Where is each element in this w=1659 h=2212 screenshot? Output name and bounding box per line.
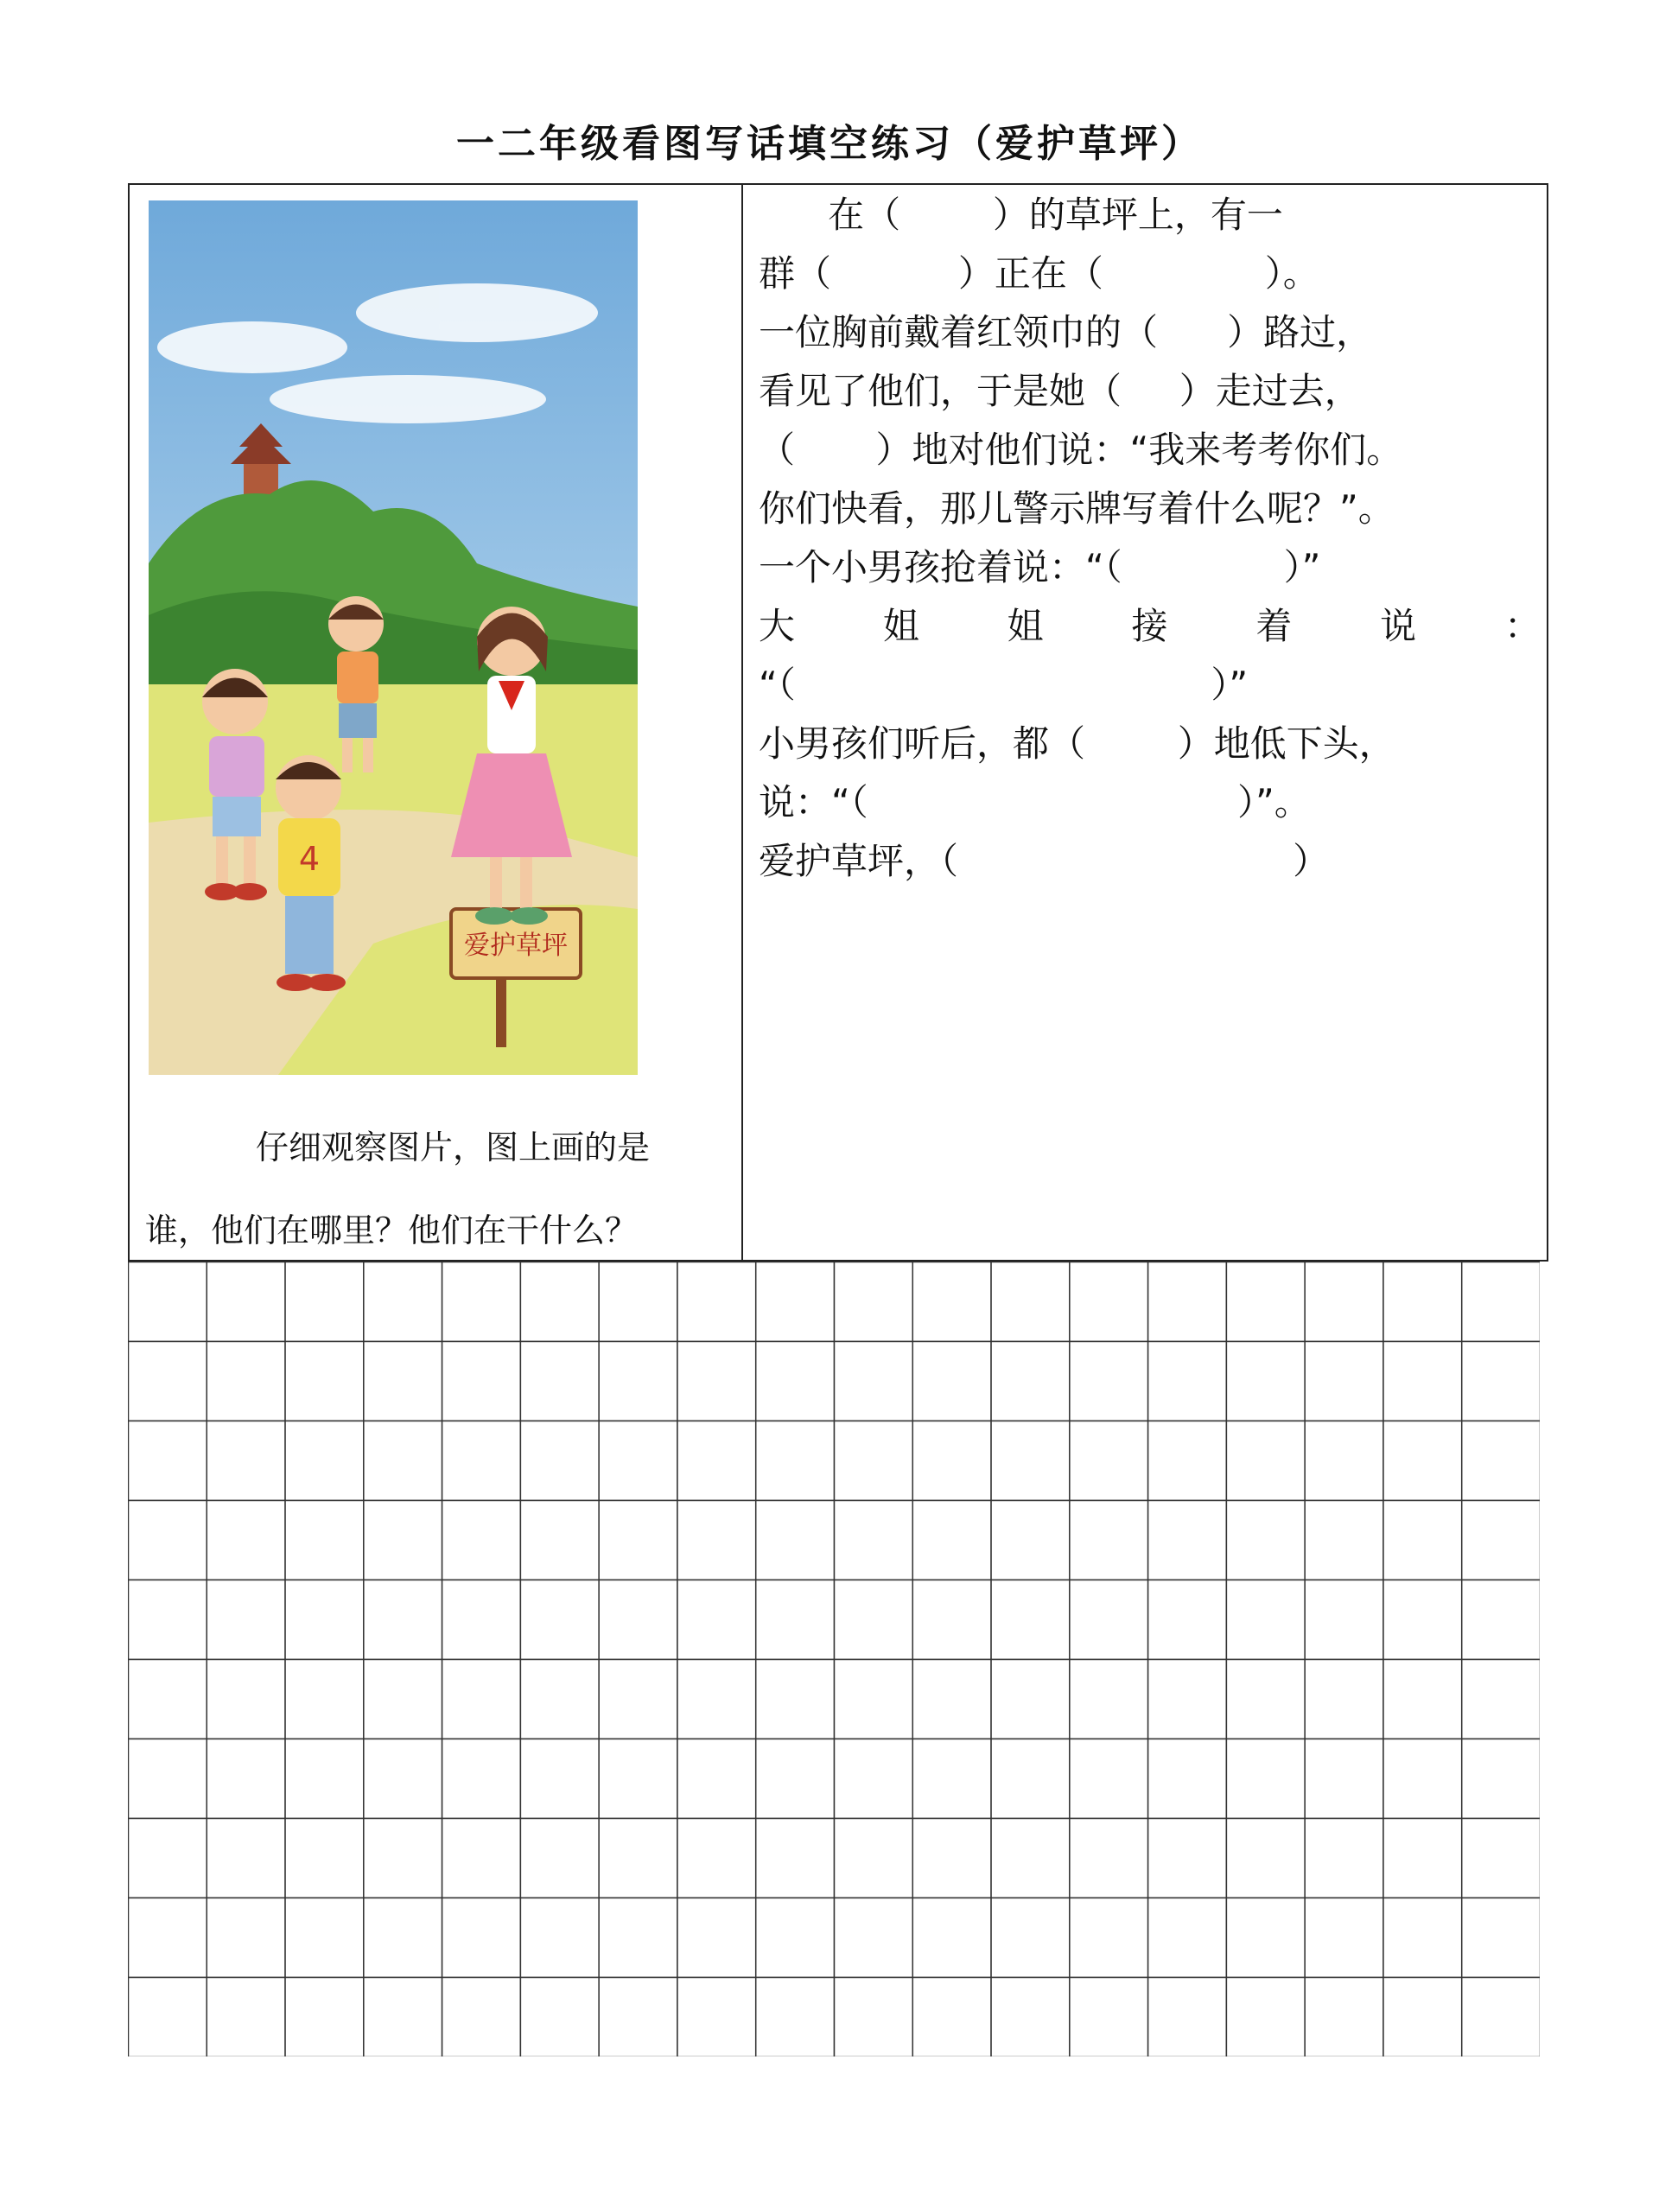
- grid-cell[interactable]: [1383, 1342, 1462, 1421]
- grid-cell[interactable]: [442, 1501, 521, 1580]
- grid-cell[interactable]: [207, 1739, 285, 1819]
- grid-cell[interactable]: [912, 1262, 991, 1342]
- grid-cell[interactable]: [1383, 1421, 1462, 1501]
- grid-cell[interactable]: [1148, 1580, 1227, 1660]
- sign-text: 爱护草坪: [464, 931, 568, 961]
- grid-cell[interactable]: [1305, 1501, 1383, 1580]
- grid-cell[interactable]: [1226, 1819, 1305, 1898]
- grid-cell[interactable]: [756, 1421, 835, 1501]
- grid-cell[interactable]: [364, 1819, 442, 1898]
- grid-cell[interactable]: [1070, 1501, 1148, 1580]
- grid-cell[interactable]: [1383, 1898, 1462, 1978]
- grid-cell[interactable]: [207, 1342, 285, 1421]
- grid-cell[interactable]: [207, 1501, 285, 1580]
- grid-cell[interactable]: [599, 1978, 677, 2057]
- grid-cell[interactable]: [835, 1421, 913, 1501]
- grid-cell[interactable]: [835, 1342, 913, 1421]
- grid-cell[interactable]: [1070, 1739, 1148, 1819]
- grid-cell[interactable]: [835, 1739, 913, 1819]
- grid-cell[interactable]: [1305, 1978, 1383, 2057]
- passage-char: 着: [1255, 605, 1293, 647]
- grid-cell[interactable]: [1070, 1819, 1148, 1898]
- grid-cell[interactable]: [912, 1660, 991, 1739]
- grid-cell[interactable]: [1148, 1898, 1227, 1978]
- grid-cell[interactable]: [756, 1978, 835, 2057]
- grid-cell[interactable]: [285, 1978, 364, 2057]
- grid-cell[interactable]: [520, 1342, 599, 1421]
- grid-cell[interactable]: [442, 1819, 521, 1898]
- grid-cell[interactable]: [1148, 1342, 1227, 1421]
- grid-cell[interactable]: [520, 1898, 599, 1978]
- grid-cell[interactable]: [677, 1739, 756, 1819]
- passage-line-10: 小男孩们听后，都（ ）地低下头，: [759, 722, 1395, 765]
- grid-cell[interactable]: [991, 1819, 1070, 1898]
- passage-line-7: 一个小男孩抢着说：“（ ）”: [759, 546, 1321, 588]
- grid-cell[interactable]: [912, 1421, 991, 1501]
- grid-cell[interactable]: [129, 1580, 207, 1660]
- grid-cell[interactable]: [677, 1819, 756, 1898]
- grid-cell[interactable]: [756, 1342, 835, 1421]
- grid-cell[interactable]: [207, 1262, 285, 1342]
- grid-cell[interactable]: [364, 1501, 442, 1580]
- grid-cell[interactable]: [677, 1421, 756, 1501]
- grid-cell[interactable]: [1070, 1660, 1148, 1739]
- grid-cell[interactable]: [1148, 1739, 1227, 1819]
- grid-cell[interactable]: [1226, 1262, 1305, 1342]
- passage-line-2: 群（ ）正在（ ）。: [759, 252, 1319, 295]
- grid-cell[interactable]: [677, 1262, 756, 1342]
- grid-cell[interactable]: [1070, 1262, 1148, 1342]
- grid-cell[interactable]: [1070, 1421, 1148, 1501]
- grid-cell[interactable]: [129, 1739, 207, 1819]
- grid-cell[interactable]: [756, 1739, 835, 1819]
- grid-cell[interactable]: [835, 1978, 913, 2057]
- grid-cell[interactable]: [677, 1580, 756, 1660]
- grid-cell[interactable]: [756, 1501, 835, 1580]
- grid-cell[interactable]: [364, 1978, 442, 2057]
- grid-cell[interactable]: [1305, 1819, 1383, 1898]
- grid-cell[interactable]: [991, 1262, 1070, 1342]
- grid-cell[interactable]: [756, 1660, 835, 1739]
- passage-line-11: 说：“（ ）”。: [759, 781, 1311, 823]
- grid-cell[interactable]: [1462, 1580, 1540, 1660]
- grid-cell[interactable]: [1462, 1739, 1540, 1819]
- passage-char: 说: [1380, 605, 1417, 647]
- grid-cell[interactable]: [1226, 1660, 1305, 1739]
- grid-cell[interactable]: [442, 1580, 521, 1660]
- grid-cell[interactable]: [1226, 1580, 1305, 1660]
- grid-cell[interactable]: [599, 1262, 677, 1342]
- grid-cell[interactable]: [520, 1978, 599, 2057]
- grid-cell[interactable]: [1383, 1501, 1462, 1580]
- grid-cell[interactable]: [364, 1342, 442, 1421]
- grid-cell[interactable]: [1070, 1898, 1148, 1978]
- passage-char: 姐: [882, 605, 919, 647]
- instruction-line-2: 谁，他们在哪里？他们在干什么？: [145, 1211, 639, 1249]
- grid-cell[interactable]: [285, 1580, 364, 1660]
- grid-cell[interactable]: [1148, 1421, 1227, 1501]
- grid-cell[interactable]: [285, 1819, 364, 1898]
- passage-char: ：: [1503, 605, 1541, 647]
- grid-cell[interactable]: [520, 1501, 599, 1580]
- grid-cell[interactable]: [1305, 1898, 1383, 1978]
- grid-cell[interactable]: [599, 1342, 677, 1421]
- grid-cell[interactable]: [756, 1580, 835, 1660]
- grid-cell[interactable]: [1462, 1898, 1540, 1978]
- grid-cell[interactable]: [129, 1660, 207, 1739]
- grid-cell[interactable]: [1305, 1342, 1383, 1421]
- grid-cell[interactable]: [991, 1580, 1070, 1660]
- grid-cell[interactable]: [1226, 1421, 1305, 1501]
- passage-line-12: 爱护草坪，（ ）: [759, 840, 1330, 882]
- grid-cell[interactable]: [599, 1819, 677, 1898]
- grid-cell[interactable]: [364, 1739, 442, 1819]
- grid-cell[interactable]: [1148, 1660, 1227, 1739]
- table-divider: [741, 183, 743, 1262]
- grid-cell[interactable]: [835, 1898, 913, 1978]
- grid-cell[interactable]: [520, 1660, 599, 1739]
- grid-cell[interactable]: [599, 1580, 677, 1660]
- grid-cell[interactable]: [1462, 1501, 1540, 1580]
- grid-cell[interactable]: [1226, 1342, 1305, 1421]
- grid-cell[interactable]: [207, 1978, 285, 2057]
- grid-cell[interactable]: [364, 1580, 442, 1660]
- grid-cell[interactable]: [912, 1819, 991, 1898]
- grid-cell[interactable]: [207, 1660, 285, 1739]
- passage-line-5: （ ）地对他们说：“我来考考你们。: [759, 429, 1403, 471]
- grid-cell[interactable]: [1383, 1580, 1462, 1660]
- grid-cell[interactable]: [285, 1501, 364, 1580]
- passage-line-1: 在（ ）的草坪上，有一: [759, 194, 1283, 236]
- grid-cell[interactable]: [129, 1262, 207, 1342]
- grid-cell[interactable]: [1462, 1660, 1540, 1739]
- grid-cell[interactable]: [1383, 1660, 1462, 1739]
- grid-cell[interactable]: [1226, 1739, 1305, 1819]
- grid-cell[interactable]: [285, 1739, 364, 1819]
- grid-cell[interactable]: [1462, 1342, 1540, 1421]
- grid-cell[interactable]: [1383, 1262, 1462, 1342]
- grid-cell[interactable]: [912, 1739, 991, 1819]
- grid-cell[interactable]: [756, 1819, 835, 1898]
- grid-cell[interactable]: [520, 1819, 599, 1898]
- page-title: 一二年级看图写话填空练习（爱护草坪）: [456, 122, 1203, 166]
- illustration-image: [149, 200, 638, 1075]
- grid-cell[interactable]: [442, 1342, 521, 1421]
- instruction-text: [145, 1106, 715, 1272]
- instruction-line-1: 仔细观察图片，图上画的是: [256, 1128, 651, 1166]
- grid-cell[interactable]: [677, 1978, 756, 2057]
- grid-cell[interactable]: [835, 1819, 913, 1898]
- grid-cell[interactable]: [991, 1501, 1070, 1580]
- grid-cell[interactable]: [129, 1342, 207, 1421]
- grid-cell[interactable]: [1305, 1660, 1383, 1739]
- writing-grid[interactable]: [128, 1262, 1540, 2056]
- grid-cell[interactable]: [520, 1421, 599, 1501]
- grid-cell[interactable]: [285, 1898, 364, 1978]
- grid-cell[interactable]: [912, 1580, 991, 1660]
- grid-cell[interactable]: [677, 1501, 756, 1580]
- grid-cell[interactable]: [677, 1342, 756, 1421]
- grid-cell[interactable]: [991, 1898, 1070, 1978]
- grid-cell[interactable]: [364, 1660, 442, 1739]
- grid-cell[interactable]: [1148, 1262, 1227, 1342]
- grid-cell[interactable]: [991, 1739, 1070, 1819]
- grid-cell[interactable]: [991, 1660, 1070, 1739]
- grid-cell[interactable]: [599, 1421, 677, 1501]
- passage-line-6: 你们快看，那儿警示牌写着什么呢？”。: [759, 487, 1395, 530]
- grid-cell[interactable]: [1226, 1898, 1305, 1978]
- grid-cell[interactable]: [520, 1262, 599, 1342]
- passage-char: 大: [759, 605, 796, 647]
- grid-cell[interactable]: [756, 1262, 835, 1342]
- grid-cell[interactable]: [912, 1501, 991, 1580]
- grid-cell[interactable]: [1148, 1819, 1227, 1898]
- grid-cell[interactable]: [991, 1421, 1070, 1501]
- grid-cell[interactable]: [835, 1580, 913, 1660]
- grid-cell[interactable]: [912, 1342, 991, 1421]
- grid-cell[interactable]: [520, 1739, 599, 1819]
- grid-cell[interactable]: [1070, 1342, 1148, 1421]
- grid-cell[interactable]: [1462, 1262, 1540, 1342]
- passage-line-9: “（ ）”: [759, 664, 1249, 706]
- grid-cell[interactable]: [129, 1501, 207, 1580]
- grid-cell[interactable]: [129, 1978, 207, 2057]
- grid-cell[interactable]: [835, 1501, 913, 1580]
- grid-cell[interactable]: [285, 1421, 364, 1501]
- grid-cell[interactable]: [1305, 1580, 1383, 1660]
- grid-cell[interactable]: [285, 1262, 364, 1342]
- grid-cell[interactable]: [599, 1739, 677, 1819]
- grid-cell[interactable]: [991, 1342, 1070, 1421]
- grid-cell[interactable]: [442, 1739, 521, 1819]
- grid-cell[interactable]: [1383, 1819, 1462, 1898]
- grid-cell[interactable]: [364, 1421, 442, 1501]
- grid-cell[interactable]: [129, 1421, 207, 1501]
- grid-cell[interactable]: [1383, 1978, 1462, 2057]
- grid-cell[interactable]: [442, 1262, 521, 1342]
- grid-cell[interactable]: [599, 1898, 677, 1978]
- grid-cell[interactable]: [442, 1660, 521, 1739]
- grid-cell[interactable]: [207, 1898, 285, 1978]
- grid-cell[interactable]: [1305, 1739, 1383, 1819]
- grid-cell[interactable]: [207, 1421, 285, 1501]
- grid-cell[interactable]: [835, 1660, 913, 1739]
- grid-cell[interactable]: [1226, 1501, 1305, 1580]
- grid-cell[interactable]: [912, 1898, 991, 1978]
- grid-cell[interactable]: [1462, 1978, 1540, 2057]
- grid-cell[interactable]: [756, 1898, 835, 1978]
- grid-cell[interactable]: [912, 1978, 991, 2057]
- passage-line-4: 看见了他们，于是她（ ）走过去，: [759, 370, 1361, 412]
- grid-cell[interactable]: [599, 1501, 677, 1580]
- svg-text:4: 4: [298, 840, 321, 878]
- grid-cell[interactable]: [1305, 1262, 1383, 1342]
- grid-cell[interactable]: [207, 1580, 285, 1660]
- grid-cell[interactable]: [677, 1660, 756, 1739]
- passage-char: 姐: [1007, 605, 1044, 647]
- grid-cell[interactable]: [207, 1819, 285, 1898]
- grid-cell[interactable]: [1462, 1421, 1540, 1501]
- grid-cell[interactable]: [442, 1421, 521, 1501]
- grid-cell[interactable]: [285, 1660, 364, 1739]
- passage-line-3: 一位胸前戴着红领巾的（ ）路过，: [759, 311, 1373, 353]
- grid-cell[interactable]: [677, 1898, 756, 1978]
- grid-cell[interactable]: [364, 1262, 442, 1342]
- grid-cell[interactable]: [835, 1262, 913, 1342]
- grid-cell[interactable]: [129, 1819, 207, 1898]
- grid-cell[interactable]: [1305, 1421, 1383, 1501]
- grid-cell[interactable]: [1148, 1978, 1227, 2057]
- grid-cell[interactable]: [442, 1898, 521, 1978]
- grid-cell[interactable]: [1070, 1580, 1148, 1660]
- grid-cell[interactable]: [285, 1342, 364, 1421]
- passage-line-8: [759, 597, 1541, 656]
- grid-cell[interactable]: [129, 1898, 207, 1978]
- grid-cell[interactable]: [1226, 1978, 1305, 2057]
- grid-cell[interactable]: [1148, 1501, 1227, 1580]
- grid-cell[interactable]: [442, 1978, 521, 2057]
- grid-cell[interactable]: [520, 1580, 599, 1660]
- grid-cell[interactable]: [1070, 1978, 1148, 2057]
- grid-cell[interactable]: [364, 1898, 442, 1978]
- grid-cell[interactable]: [599, 1660, 677, 1739]
- grid-cell[interactable]: [1462, 1819, 1540, 1898]
- grid-cell[interactable]: [1383, 1739, 1462, 1819]
- passage-char: 接: [1131, 605, 1168, 647]
- grid-cell[interactable]: [991, 1978, 1070, 2057]
